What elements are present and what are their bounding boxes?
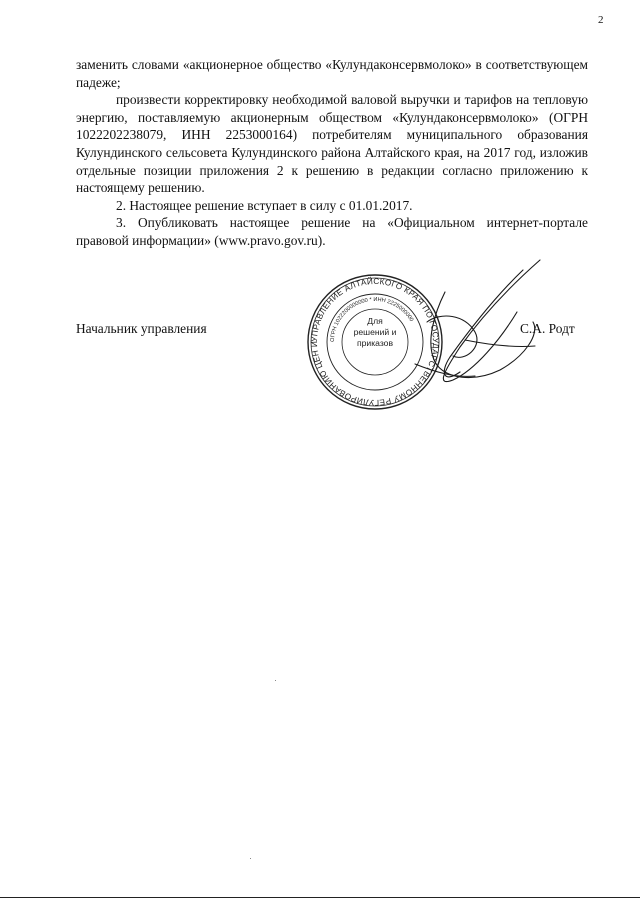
document-body [76,56,588,250]
page-number: 2 [598,14,604,26]
seal-inner-text: ОГРН 1022200000000 * ИНН 2225000000 [329,296,415,343]
paragraph-effective-date: 2. Настоящее решение вступает в силу с 01.01.2017. [116,197,413,213]
paragraph-replace-words: заменить словами «акционерное общество «Кулундаконсервмолоко» в соответствующем падеже; [76,57,588,90]
scan-bottom-edge [0,897,640,898]
signer-position: Начальник управления [76,321,207,336]
signer-name: С.А. Родт [520,321,575,336]
paragraph-tariff-correction: произвести корректировку необходимой валовой выручки и тарифов на тепловую энергию, поставляемую акционерным обществом «Кулундаконсервмолоко» (ОГРН 1022202238079, ИНН 2253000164) потребителям муниципального образования Кулундинского сельсовета Кулундинского района Алтайского края, на 2017 год, изложив отдельные позиции приложения 2 к решению в редакции согласно приложению к настоящему решению. [76,92,588,196]
paragraph-publication: 3. Опубликовать настоящее решение на «Официальном интернет-портале правовой информации» (www.pravo.gov.ru). [76,215,588,248]
seal-center-line: Для [367,316,383,326]
signature-graphic [405,252,555,402]
seal-center-line: решений и [353,327,397,337]
scan-speck [250,858,251,859]
scan-speck [275,680,276,681]
seal-outer-text: УПРАВЛЕНИЕ АЛТАЙСКОГО КРАЯ ПО ГОСУДАРСТВЕННОМУ РЕГУЛИРОВАНИЮ ЦЕН И [309,276,441,408]
seal-center-text [345,316,405,349]
handwritten-signature [405,252,555,402]
seal-center-line: приказов [356,338,394,348]
